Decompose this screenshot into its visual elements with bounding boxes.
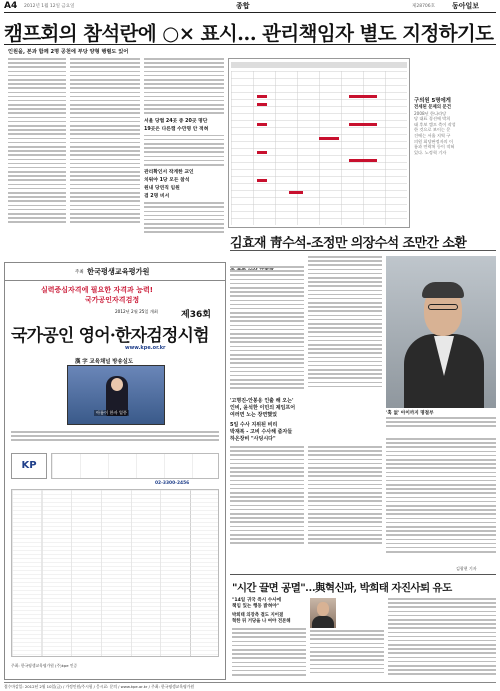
article2-column-1: [230, 266, 304, 396]
article3-sub-1: "14일 귀국 즉시 수사에: [232, 598, 282, 603]
red-mark: [349, 95, 377, 98]
advert-logo: [11, 453, 47, 479]
article3-headline: "시간 끌면 공멸"…與혁신파, 박희태 자진사퇴 유도: [232, 582, 452, 594]
advert-title: 국가공인 영어·한자검정시험: [11, 326, 209, 346]
tv-screen-caption: 아름이 한자 열풍: [96, 410, 127, 415]
person-hair: [422, 282, 464, 298]
caption-line: 있다. 노정혁 기자: [414, 149, 447, 155]
article2-rule: [230, 250, 496, 251]
sponsor-name: 한국평생교육평가원: [87, 267, 150, 276]
caption-line: 건에는 서울 지역 구: [414, 132, 451, 138]
article3-photo-face: [317, 602, 329, 616]
article3-subheads: [232, 598, 306, 625]
article2-sub-1: '고명진-안봉응 인출 해 오는': [230, 398, 294, 404]
article3-photo: [310, 598, 336, 628]
article3-sub-2: 책임 있는 행동 밝혀야": [232, 604, 280, 610]
advert-logo-text: KP: [21, 460, 37, 471]
main-headline: 캠프회의 참석란에 ○× 표시… 관리책임자 별도 지정하기도: [4, 22, 494, 45]
red-mark: [257, 123, 267, 126]
advert-body-text: [11, 431, 219, 451]
caption-line: 름과 연락처 등이 적혀: [414, 144, 455, 150]
advert-block: [4, 262, 226, 680]
page-number: A4: [4, 1, 18, 11]
article1-column-1: [8, 58, 66, 236]
article1-column-2: [70, 58, 140, 236]
graphic-caption-title: 구의원 5명에게: [414, 98, 451, 104]
article1-subhead-d: 치워야 1당 모든 참석: [144, 178, 190, 184]
leaked-document-image: [228, 58, 410, 228]
article3-photo-suit: [312, 616, 334, 628]
article1-column-3: [144, 58, 224, 236]
advert-edition: 제36회: [181, 310, 211, 320]
red-mark: [257, 95, 267, 98]
advert-website: www.kpe.or.kr: [125, 345, 166, 351]
article2-column-2: [308, 256, 382, 396]
red-mark: [257, 151, 267, 154]
footer-text: 접수마감일: 2012년 2월 10일(금) / 가정인원/주시험 / 응시료: 문의 / www.kpe.or.kr / 주최: 한국평생교육평가원: [4, 684, 194, 689]
paper-name: 동아일보: [452, 2, 480, 10]
red-mark: [349, 123, 377, 126]
edition-number: 제28706호: [412, 4, 436, 9]
advert-date: 2012년 2월 25일 개최: [115, 309, 158, 314]
advert-tv-screen: [67, 365, 165, 425]
article3-sub-3: 박희태 의장측 결도 지어졌: [232, 612, 284, 618]
article2-photo: [386, 256, 496, 408]
caption-line: 당 대표 경선에 박희: [414, 116, 451, 122]
photo-caption-text: [386, 417, 496, 433]
caption-line: 의원 회당판정자의 이: [414, 138, 454, 144]
article2-headline: 김효재 靑수석-조정만 의장수석 조만간 소환: [230, 236, 467, 251]
article2-subheads: [230, 398, 382, 443]
issue-date: 2012년 1월 12일 금요일: [24, 4, 75, 9]
advert-slogan-2: 국가공인자격검정: [85, 296, 140, 304]
red-mark: [257, 179, 267, 182]
person-glasses: [428, 304, 458, 310]
red-mark: [349, 159, 377, 162]
article2-sub-2: 인비, 윤석한 이민의 제임프어: [230, 405, 296, 411]
header-rule: [4, 12, 496, 13]
article3-rule: [230, 574, 496, 575]
advert-phone: 02-3300-2456: [155, 481, 190, 486]
article1-subhead-f: 겸 2명 비서: [144, 194, 170, 200]
advert-region-table: [11, 489, 219, 657]
caption-line: 한 것으로 보이는 문: [414, 127, 451, 133]
advert-sponsor-bar: [5, 263, 225, 281]
article2-sub-5: 박재복 - 고비 수사해 줌자들: [230, 429, 293, 435]
article2-sub-3: 여러면 노는 장면했었: [230, 412, 277, 418]
caption-line: 전세된 문제의 문건: [414, 105, 451, 110]
caption-line: 2008년 한나라당: [414, 110, 447, 116]
article2-column-5: [386, 438, 496, 566]
advert-exam-table: [51, 453, 219, 479]
photo-caption-title: '혹 없' 아이까지 명절부: [386, 411, 434, 416]
article1-subhead: 인원을, 본과 함께 2명 공천에 부당 양형 행렬도 있어: [8, 49, 129, 55]
tv-presenter-face: [111, 378, 123, 391]
article2-sub-6: 하온장비 "사딩시다": [230, 436, 276, 442]
article3-column-1: [232, 628, 306, 680]
advert-bottom-line: 주최: 한국평생교육평가원 (주)kpe 인증: [11, 663, 78, 668]
article3-sub-4: 혁한 뒤 거당을 나 여야 전본해: [232, 618, 291, 624]
article2-column-4: [308, 446, 382, 566]
article3-column-3: [388, 598, 496, 680]
article1-subhead-e: 원내 당연직 임원: [144, 186, 180, 192]
document-header-row: [231, 62, 407, 68]
section-label: 종합: [236, 2, 250, 10]
sponsor-tag: 주최: [75, 270, 84, 275]
headline-rule: [4, 44, 496, 45]
article1-subhead-a: 서울 당협 24곳 중 20곳 명단: [144, 118, 208, 124]
article2-column-3: [230, 446, 304, 566]
graphic-caption: [414, 98, 496, 155]
article2-sub-4: 5일 수사 지위된 비리: [230, 422, 278, 428]
article1-subhead-b: 19곳은 다른캠 수만명 안 적혀: [144, 126, 209, 132]
red-mark: [319, 137, 339, 140]
footer-strip: [4, 682, 496, 690]
advert-slogan-1: 실력증심자격에 필요한 자격과 능력!: [41, 286, 153, 294]
masthead-bar: [0, 0, 500, 12]
article1-subhead-c: 관리확인서 작게한 교인: [144, 170, 194, 176]
article2-byline: 김광현 기자: [456, 566, 477, 571]
advert-tv-label: 漢 字 교육채널 방송실도: [75, 359, 134, 365]
red-mark: [289, 191, 303, 194]
article3-column-2: [310, 630, 384, 680]
red-mark: [257, 103, 267, 106]
caption-line: 태 후보 캠프 측이 작성: [414, 121, 456, 127]
